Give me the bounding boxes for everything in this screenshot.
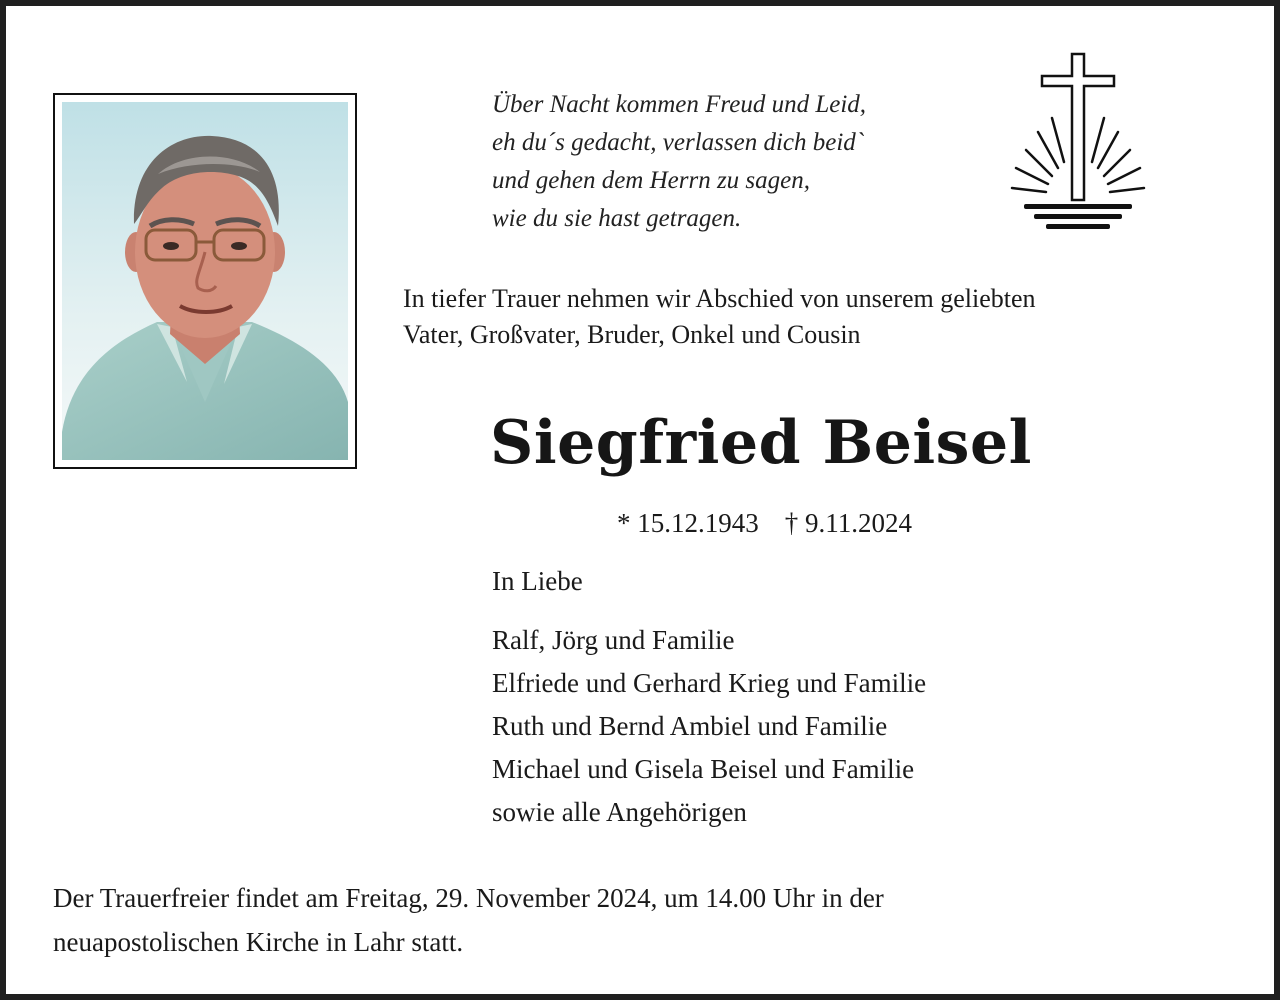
service-line: neuapostolischen Kirche in Lahr statt. [53, 927, 464, 957]
birth-date: * 15.12.1943 [617, 508, 759, 538]
verse-line: Über Nacht kommen Freud und Leid, [492, 91, 867, 118]
announcement-intro [403, 281, 1036, 353]
life-dates [617, 506, 912, 540]
service-line: Der Trauerfreier findet am Freitag, 29. November 2024, um 14.00 Uhr in der [53, 883, 884, 913]
verse-line: eh du´s gedacht, verlassen dich beid` [492, 129, 865, 156]
verse-line: wie du sie hast getragen. [492, 205, 742, 232]
memorial-verse [492, 86, 866, 238]
funeral-service-info [53, 876, 884, 964]
deceased-name: Siegfried Beisel [490, 408, 1032, 478]
intro-line: Vater, Großvater, Bruder, Onkel und Cousin [403, 320, 861, 349]
intro-line: In tiefer Trauer nehmen wir Abschied von unserem geliebten [403, 284, 1036, 313]
list-item: Michael und Gisela Beisel und Familie [492, 754, 915, 784]
portrait-photo [62, 102, 348, 460]
list-item: Ralf, Jörg und Familie [492, 625, 735, 655]
death-date: † 9.11.2024 [784, 508, 912, 538]
cross-with-rising-sun-icon [1008, 50, 1148, 232]
portrait-photo-frame [53, 93, 357, 469]
verse-line: und gehen dem Herrn zu sagen, [492, 167, 811, 194]
mourners-list [492, 619, 926, 834]
list-item: Ruth und Bernd Ambiel und Familie [492, 711, 888, 741]
list-item: sowie alle Angehörigen [492, 797, 747, 827]
closing-phrase: In Liebe [492, 566, 583, 596]
list-item: Elfriede und Gerhard Krieg und Familie [492, 668, 927, 698]
